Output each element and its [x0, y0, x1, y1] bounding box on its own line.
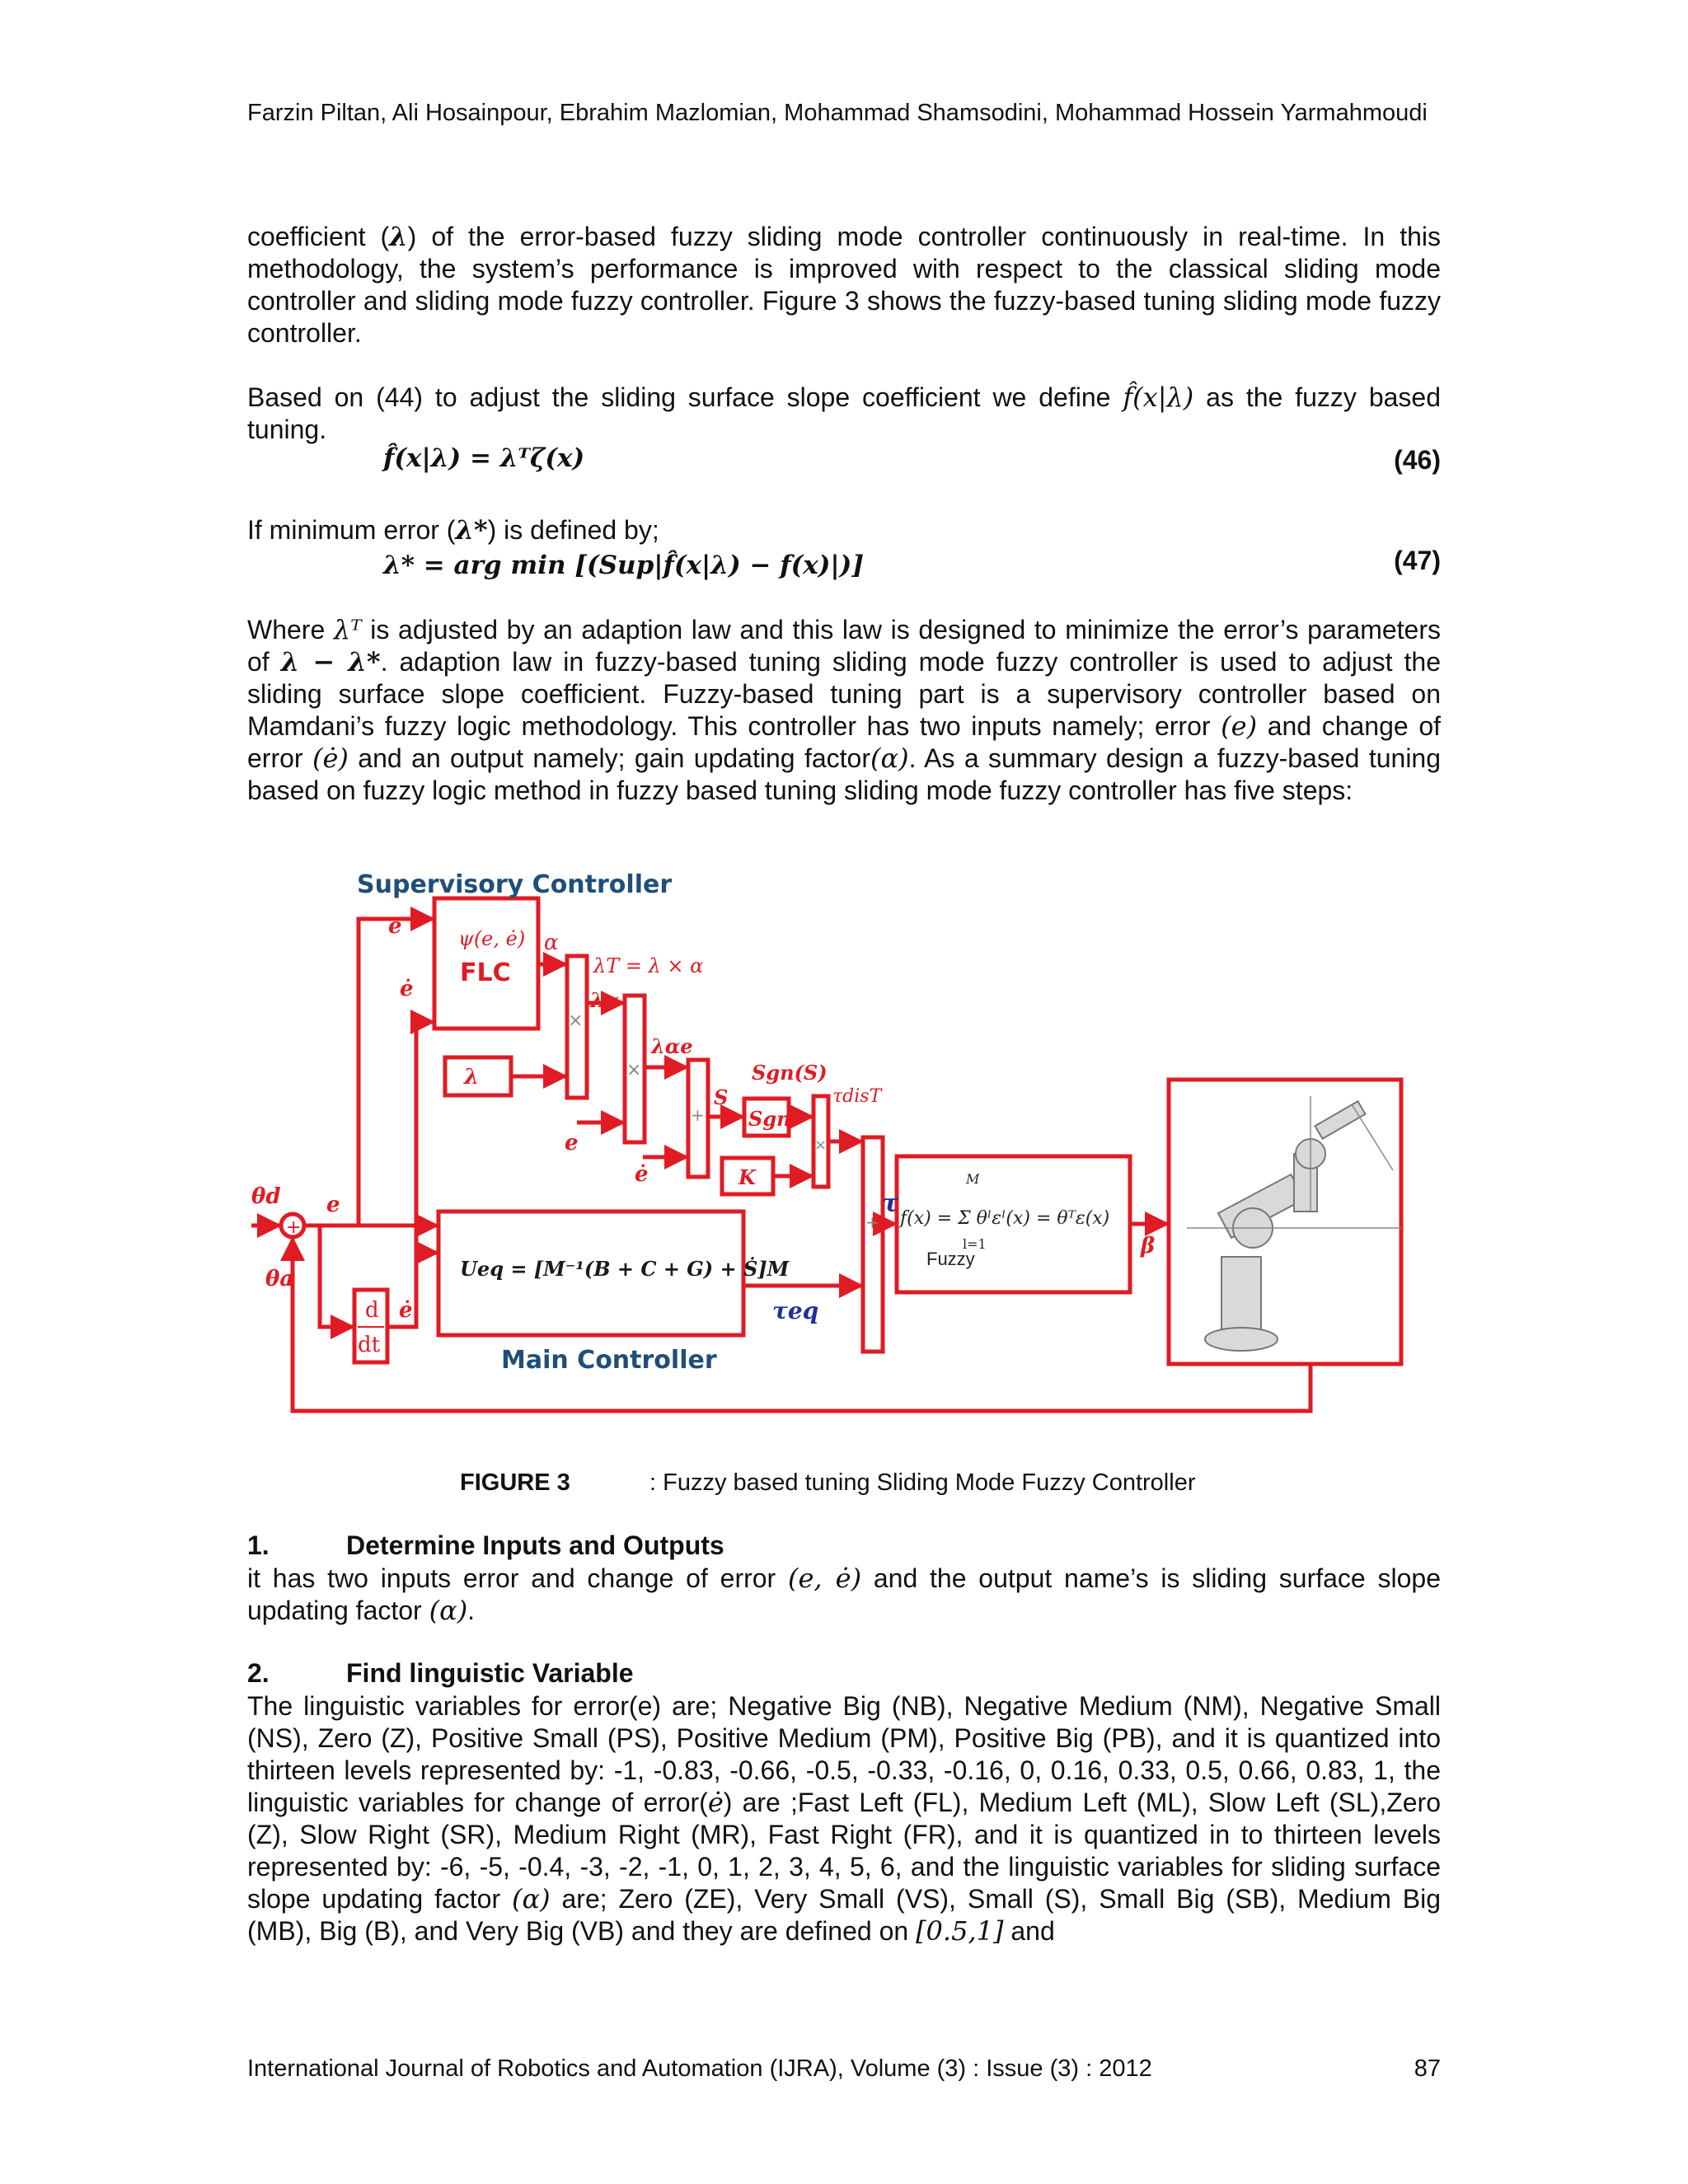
- fuzzy-block-label: Fuzzy: [926, 1249, 975, 1269]
- edot-label-top: ė: [400, 977, 414, 1001]
- multiplier-2-sign: ×: [626, 1060, 642, 1080]
- junction-plus: +: [286, 1217, 302, 1238]
- supervisory-controller-title: Supervisory Controller: [357, 870, 673, 899]
- sgn-block-label: Sgn: [748, 1107, 791, 1131]
- robot-plant-block: [1169, 1080, 1401, 1364]
- sgn-s-label: Sgn(S): [752, 1061, 828, 1085]
- section-2-body: The linguistic variables for error(e) are; Negative Big (NB), Negative Medium (NM), Negative Small (NS), Zero (Z), Positive Small (PS), Positive Medium (PM), Positive Big (PB), and it is quantized into thirteen levels represented by: -1, -0.83, -0.66, -0.5, -0.33, -0.16, 0, 0.16, 0.33, 0.5, 0.66, 0.83, 1, the linguistic variables for change of error(ė) are ;Fast Left (FL), Medium Left (ML), Slow Left (SL),Zero (Z), Slow Right (SR), Medium Right (MR), Fast Right (FR), and it is quantized in to thirteen levels represented by: -6, -5, -0.4, -3, -2, -1, 0, 1, 2, 3, 4, 5, 6, and the linguistic variables for sliding surface slope updating factor (α) are; Zero (ZE), Very Small (VS), Small (S), Small Big (SB), Medium Big (MB), Big (B), and Very Big (VB) and they are defined on [0.5,1] and: [247, 1691, 1442, 1947]
- e-label-main: e: [326, 1193, 340, 1217]
- edot-label-mid: ė: [635, 1162, 649, 1187]
- equation-46-number: (46): [1394, 445, 1441, 475]
- ueq-equation-label: Ueq = [M⁻¹(B + C + G) + Ṡ]M: [460, 1257, 790, 1281]
- page-footer: [247, 2055, 1441, 2083]
- tau-label: τ: [882, 1189, 899, 1218]
- k-block-label: K: [738, 1165, 756, 1189]
- section-1-heading: 1. Determine Inputs and Outputs: [247, 1530, 724, 1560]
- section-1-body: it has two inputs error and change of error (e, ė) and the output name’s is sliding surface slope updating factor (α).: [247, 1563, 1442, 1626]
- alpha-label: α: [544, 930, 559, 955]
- equation-47-expression: λ* = arg min [(Sup|f̂(x|λ) − f(x)|)]: [383, 551, 865, 580]
- beta-label: β: [1141, 1234, 1156, 1258]
- paragraph-fuzzy-tuning: Based on (44) to adjust the sliding surface slope coefficient we define f̂(x|λ) as the fuzzy based tuning.: [247, 382, 1441, 444]
- lambda-alpha-e-label: λαe: [651, 1034, 693, 1058]
- equation-47: [247, 546, 1441, 587]
- fuzzy-equation-label: f(x) = Σ θˡεˡ(x) = θᵀε(x): [900, 1208, 1110, 1229]
- robot-arm-illustration: [1205, 1101, 1365, 1351]
- running-header-authors: Farzin Piltan, Ali Hosainpour, Ebrahim Mazlomian, Mohammad Shamsodini, Mohammad Hossein Yarmahmoudi: [247, 100, 1428, 126]
- paragraph-min-error: If minimum error (λ*) is defined by;: [247, 514, 659, 546]
- e-label-top: e: [388, 914, 402, 939]
- lambda-block-label: λ: [464, 1065, 480, 1090]
- tau-dis-label: τdisT: [832, 1086, 882, 1107]
- edot-label-derivative: ė: [399, 1298, 413, 1323]
- summer-plus-sign: +: [691, 1105, 705, 1125]
- equation-46: [247, 443, 1441, 480]
- main-controller-title: Main Controller: [501, 1346, 717, 1375]
- equation-47-number: (47): [1394, 546, 1441, 575]
- lambda-alpha-label: λα: [590, 988, 620, 1012]
- block-diagram-figure: [247, 861, 1426, 1422]
- derivative-d-label: d: [365, 1298, 379, 1323]
- junction-minus: −: [286, 1241, 302, 1262]
- journal-citation: International Journal of Robotics and Automation (IJRA), Volume (3) : Issue (3) : 2012: [247, 2055, 1152, 2082]
- section-2-heading: 2. Find linguistic Variable: [247, 1658, 634, 1688]
- theta-a-label: θa: [265, 1267, 294, 1291]
- figure-caption: [460, 1469, 1195, 1497]
- flc-label: FLC: [460, 958, 511, 987]
- flc-function-label: ψ(e, ė): [458, 927, 526, 950]
- sum-lower-limit: l=1: [963, 1236, 987, 1252]
- multiplier-3-sign: ×: [814, 1137, 828, 1154]
- page-number: 87: [1414, 2055, 1441, 2082]
- equation-46-expression: f̂(x|λ) = λᵀζ(x): [383, 443, 585, 473]
- figure-caption-label: FIGURE 3: [460, 1469, 570, 1496]
- derivative-dt-label: dt: [358, 1333, 381, 1357]
- paragraph-adaption-law: Where λᵀ is adjusted by an adaption law and this law is designed to minimize the error’s parameters of λ − λ*. adaption law in fuzzy-based tuning sliding mode fuzzy controller is used to adjust the sliding surface slope coefficient. Fuzzy-based tuning part is a supervisory controller based on Mamdani’s fuzzy logic methodology. This controller has two inputs namely; error (e) and change of error (ė) and an output namely; gain updating factor(α). As a summary design a fuzzy-based tuning based on fuzzy logic method in fuzzy based tuning sliding mode fuzzy controller has five steps:: [247, 614, 1442, 805]
- e-label-mid: e: [565, 1131, 579, 1155]
- theta-d-label: θd: [251, 1184, 281, 1209]
- torque-plus-sign: +: [865, 1212, 879, 1232]
- figure-caption-text: : Fuzzy based tuning Sliding Mode Fuzzy Controller: [649, 1469, 1196, 1496]
- sum-upper-limit: M: [966, 1171, 980, 1187]
- paragraph-intro: coefficient (λ) of the error-based fuzzy sliding mode controller continuously in real-time. In this methodology, the system’s performance is improved with respect to the classical sliding mode controller and sliding mode fuzzy controller. Figure 3 shows the fuzzy-based tuning sliding mode fuzzy controller.: [247, 221, 1442, 348]
- tau-eq-label: τeq: [772, 1297, 819, 1324]
- torque-summer: [863, 1137, 883, 1352]
- lambda-t-label: λT = λ × α: [593, 954, 704, 977]
- s-label: S: [714, 1085, 729, 1109]
- multiplier-1-sign: ×: [568, 1010, 584, 1031]
